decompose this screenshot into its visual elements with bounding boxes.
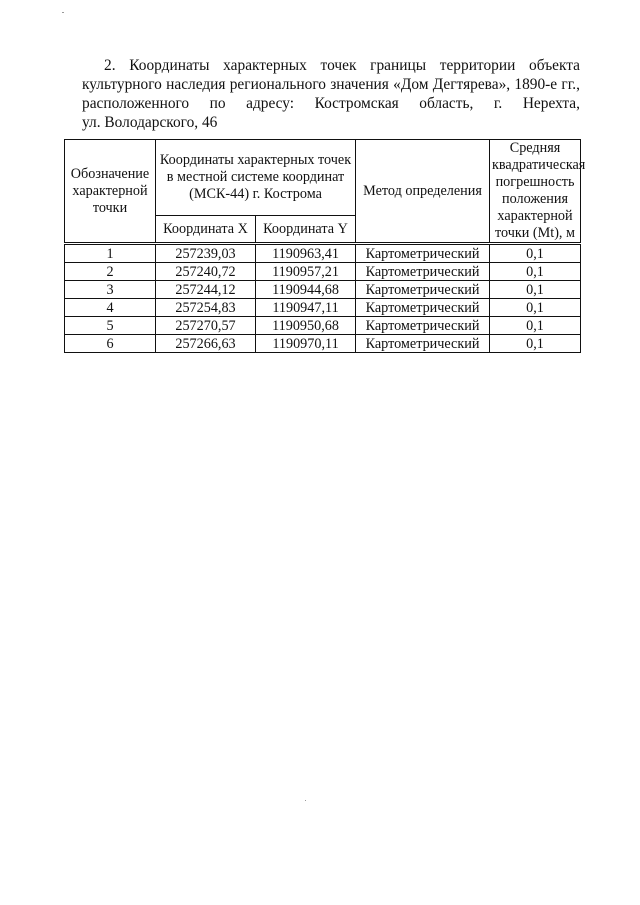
- table-row: [65, 263, 581, 281]
- intro-word: значения: [330, 76, 389, 93]
- cell-error: 0,1: [490, 299, 581, 317]
- intro-word: культурного: [82, 76, 162, 93]
- intro-address: ул. Володарского, 46: [82, 114, 218, 131]
- cell-error: 0,1: [490, 317, 581, 335]
- intro-word: расположенного: [82, 95, 190, 112]
- intro-word: Костромская: [314, 95, 399, 112]
- table-row: [65, 244, 581, 263]
- intro-word: гг.,: [561, 76, 580, 93]
- cell-x: 257270,57: [156, 317, 256, 335]
- intro-word: объекта: [529, 57, 580, 74]
- table-row: [65, 281, 581, 299]
- intro-word: характерных: [223, 57, 307, 74]
- header-coord-y: Координата Y: [256, 216, 356, 244]
- intro-line-2: [82, 75, 580, 94]
- cell-x: 257244,12: [156, 281, 256, 299]
- intro-word: по: [209, 95, 226, 112]
- cell-y: 1190957,21: [256, 263, 356, 281]
- cell-y: 1190947,11: [256, 299, 356, 317]
- scan-speck: [62, 12, 64, 13]
- cell-method: Картометрический: [356, 244, 490, 263]
- intro-word: область,: [419, 95, 474, 112]
- cell-error: 0,1: [490, 244, 581, 263]
- table-row: [65, 317, 581, 335]
- coordinates-table: [64, 139, 586, 353]
- cell-y: 1190963,41: [256, 244, 356, 263]
- cell-method: Картометрический: [356, 317, 490, 335]
- intro-word: «Дом: [393, 76, 429, 93]
- intro-word: г.: [493, 95, 503, 112]
- table-row: [65, 299, 581, 317]
- intro-word: точек: [320, 57, 357, 74]
- cell-x: 257266,63: [156, 335, 256, 353]
- intro-line-4: [82, 113, 580, 132]
- intro-line-1: [82, 56, 580, 75]
- intro-paragraph: [82, 56, 580, 132]
- cell-y: 1190950,68: [256, 317, 356, 335]
- cell-x: 257239,03: [156, 244, 256, 263]
- header-error: Средняя квадратическая погрешность положения характерной точки (Mt), м: [490, 140, 581, 244]
- cell-method: Картометрический: [356, 281, 490, 299]
- cell-x: 257240,72: [156, 263, 256, 281]
- cell-x: 257254,83: [156, 299, 256, 317]
- intro-word: Координаты: [129, 57, 210, 74]
- intro-word: регионального: [229, 76, 326, 93]
- intro-word: границы: [370, 57, 427, 74]
- intro-word: 1890-е: [514, 76, 558, 93]
- cell-method: Картометрический: [356, 299, 490, 317]
- intro-word: адресу:: [246, 95, 295, 112]
- cell-point: 6: [65, 335, 156, 353]
- intro-word: наследия: [166, 76, 226, 93]
- cell-y: 1190944,68: [256, 281, 356, 299]
- cell-point: 5: [65, 317, 156, 335]
- cell-point: 1: [65, 244, 156, 263]
- table-row: [65, 335, 581, 353]
- intro-word: Нерехта,: [522, 95, 580, 112]
- cell-error: 0,1: [490, 335, 581, 353]
- cell-error: 0,1: [490, 281, 581, 299]
- cell-error: 0,1: [490, 263, 581, 281]
- cell-point: 4: [65, 299, 156, 317]
- header-method: Метод определения: [356, 140, 490, 244]
- cell-point: 3: [65, 281, 156, 299]
- header-coordinates-group: Координаты характерных точек в местной системе координат (МСК-44) г. Кострома: [156, 140, 356, 216]
- intro-word: 2.: [104, 57, 116, 74]
- intro-line-3: [82, 94, 580, 113]
- intro-word: территории: [439, 57, 516, 74]
- scan-speck: [305, 800, 306, 801]
- header-coord-x: Координата X: [156, 216, 256, 244]
- cell-method: Картометрический: [356, 263, 490, 281]
- cell-method: Картометрический: [356, 335, 490, 353]
- cell-point: 2: [65, 263, 156, 281]
- header-point-designation: Обозначение характерной точки: [65, 140, 156, 244]
- intro-word: Дегтярева»,: [432, 76, 511, 93]
- cell-y: 1190970,11: [256, 335, 356, 353]
